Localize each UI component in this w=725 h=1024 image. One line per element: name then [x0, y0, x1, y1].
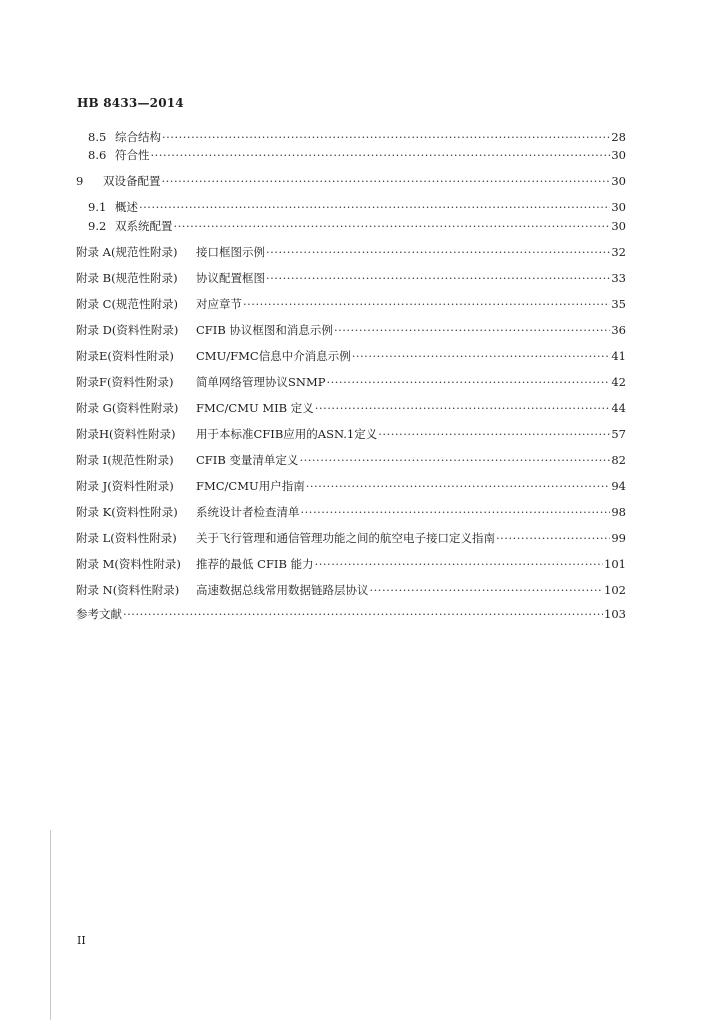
toc-appendix-entry[interactable] [76, 347, 626, 365]
toc-entry-page: 42 [611, 375, 626, 389]
toc-entry-title: 高速数据总线常用数据链路层协议 [196, 583, 369, 597]
toc-appendix-entry[interactable] [76, 581, 626, 599]
toc-entry[interactable] [76, 172, 626, 190]
toc-entry-page: 99 [611, 531, 626, 545]
toc-entry-number: 9.2 [88, 219, 107, 233]
toc-entry-number: 8.5 [88, 130, 107, 144]
appendix-label: 附录 N(资料性附录) [76, 583, 180, 597]
toc-leader-dots [315, 555, 603, 573]
appendix-label: 附录 I(规范性附录) [76, 453, 174, 467]
toc-entry-title: 双设备配置 [103, 174, 161, 188]
appendix-label: 附录F(资料性附录) [76, 375, 174, 389]
toc-leader-dots [306, 477, 611, 495]
toc-entry-title: 综合结构 [115, 130, 161, 144]
scan-margin-line [50, 830, 51, 1020]
toc-leader-dots [378, 425, 610, 443]
toc-entry-page: 94 [611, 479, 626, 493]
toc-entry-title: 简单网络管理协议SNMP [196, 375, 326, 389]
appendix-label: 附录 B(规范性附录) [76, 271, 178, 285]
appendix-label: 附录 L(资料性附录) [76, 531, 177, 545]
toc-appendix-entry[interactable] [76, 425, 626, 443]
page-number: II [77, 934, 86, 947]
toc-entry-page: 30 [611, 219, 626, 233]
toc-entry-page: 32 [611, 245, 626, 259]
toc-entry[interactable] [76, 217, 626, 235]
toc-entry[interactable] [76, 128, 626, 146]
toc-entry-number: 9 [76, 174, 84, 188]
appendix-label: 附录 K(资料性附录) [76, 505, 178, 519]
toc-leader-dots [162, 172, 611, 190]
toc-appendix-entry[interactable] [76, 321, 626, 339]
toc-appendix-entry[interactable] [76, 399, 626, 417]
toc-leader-dots [370, 581, 604, 599]
toc-appendix-entry[interactable] [76, 503, 626, 521]
toc-leader-dots [266, 243, 610, 261]
toc-leader-dots [299, 451, 610, 469]
toc-appendix-entry[interactable] [76, 269, 626, 287]
toc-entry-number: 8.6 [88, 148, 107, 162]
appendix-label: 附录 C(规范性附录) [76, 297, 178, 311]
toc-entry-title: FMC/CMU用户指南 [196, 479, 305, 493]
toc-entry-page: 102 [604, 583, 626, 597]
toc-appendix-entry[interactable] [76, 295, 626, 313]
toc-appendix-entry[interactable] [76, 555, 626, 573]
toc-entry-title: CFIB 协议框图和消息示例 [196, 323, 333, 337]
toc-entry-page: 33 [611, 271, 626, 285]
toc-leader-dots [123, 605, 603, 623]
toc-appendix-entry[interactable] [76, 529, 626, 547]
toc-entry-title: CFIB 变量清单定义 [196, 453, 299, 467]
toc-entry-number: 9.1 [88, 200, 107, 214]
appendix-label: 附录 A(规范性附录) [76, 245, 178, 259]
toc-entry-references[interactable] [76, 605, 626, 623]
toc-entry-title: 概述 [115, 200, 138, 214]
toc-entry-title: FMC/CMU MIB 定义 [196, 401, 314, 415]
toc-entry-page: 44 [611, 401, 626, 415]
appendix-label: 附录 M(资料性附录) [76, 557, 181, 571]
toc-entry[interactable] [76, 198, 626, 216]
appendix-label: 附录 J(资料性附录) [76, 479, 174, 493]
toc-leader-dots [162, 128, 610, 146]
toc-entry-page: 35 [611, 297, 626, 311]
toc-entry-page: 41 [611, 349, 626, 363]
toc-leader-dots [174, 217, 611, 235]
appendix-label: 附录E(资料性附录) [76, 349, 174, 363]
toc-entry-title: 推荐的最低 CFIB 能力 [196, 557, 314, 571]
toc-entry-page: 30 [611, 200, 626, 214]
toc-entry-page: 98 [611, 505, 626, 519]
toc-entry-title: 符合性 [115, 148, 150, 162]
toc-entry-page: 36 [611, 323, 626, 337]
toc-leader-dots [326, 373, 610, 391]
toc-entry[interactable] [76, 146, 626, 164]
toc-appendix-entry[interactable] [76, 243, 626, 261]
toc-appendix-entry[interactable] [76, 451, 626, 469]
toc-entry-page: 30 [611, 148, 626, 162]
appendix-label: 附录H(资料性附录) [76, 427, 176, 441]
toc-leader-dots [301, 503, 611, 521]
toc-entry-title: 双系统配置 [115, 219, 173, 233]
appendix-label: 附录 D(资料性附录) [76, 323, 179, 337]
toc-entry-title: 对应章节 [196, 297, 242, 311]
toc-leader-dots [334, 321, 610, 339]
toc-appendix-entry[interactable] [76, 477, 626, 495]
toc-leader-dots [266, 269, 610, 287]
toc-entry-page: 101 [604, 557, 626, 571]
toc-entry-title: 系统设计者检查清单 [196, 505, 300, 519]
toc-entry-title: 参考文献 [76, 607, 122, 621]
toc-entry-page: 30 [611, 174, 626, 188]
toc-entry-title: 关于飞行管理和通信管理功能之间的航空电子接口定义指南 [196, 531, 495, 545]
toc-entry-page: 57 [611, 427, 626, 441]
toc-leader-dots [151, 146, 611, 164]
toc-entry-page: 82 [611, 453, 626, 467]
toc-entry-title: 协议配置框图 [196, 271, 265, 285]
toc-entry-page: 103 [604, 607, 626, 621]
document-header: HB 8433—2014 [77, 96, 184, 110]
toc-leader-dots [352, 347, 611, 365]
appendix-label: 附录 G(资料性附录) [76, 401, 179, 415]
toc-leader-dots [139, 198, 610, 216]
toc-appendix-entry[interactable] [76, 373, 626, 391]
toc-leader-dots [243, 295, 610, 313]
toc-entry-title: CMU/FMC信息中介消息示例 [196, 349, 351, 363]
toc-leader-dots [315, 399, 611, 417]
toc-entry-page: 28 [611, 130, 626, 144]
toc-entry-title: 接口框图示例 [196, 245, 265, 259]
toc-leader-dots [496, 529, 610, 547]
toc-entry-title: 用于本标准CFIB应用的ASN.1定义 [196, 427, 378, 441]
